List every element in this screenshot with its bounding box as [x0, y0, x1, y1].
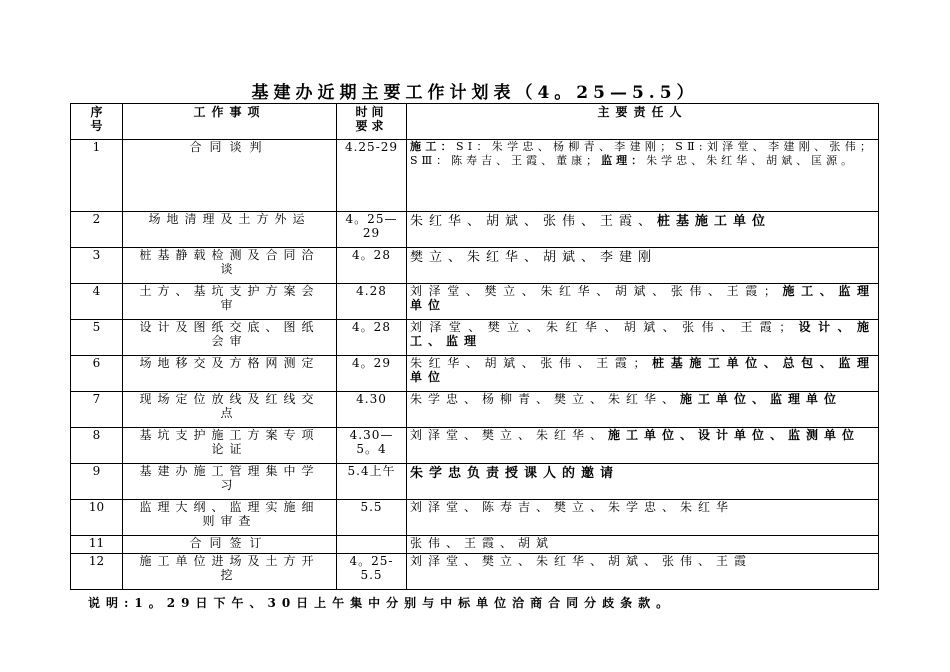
responsible-names: 朱学忠、朱红华、胡斌、匡源。 — [646, 154, 857, 167]
cell-seq: 9 — [71, 464, 123, 500]
responsible-unit: 设计、施工、监理 — [410, 320, 875, 348]
table-row — [71, 464, 879, 500]
cell-responsible — [407, 464, 879, 500]
cell-responsible — [407, 140, 879, 212]
cell-seq: 12 — [71, 554, 123, 590]
table-row — [71, 356, 879, 392]
responsible-unit: 施工： — [410, 140, 456, 153]
cell-seq: 11 — [71, 536, 123, 554]
cell-seq: 4 — [71, 284, 123, 320]
table-row — [71, 140, 879, 212]
cell-item: 场地清理及土方外运 — [123, 212, 337, 248]
work-plan-table — [70, 103, 879, 590]
responsible-names: 樊立、朱红华、胡斌、李建刚 — [410, 250, 658, 265]
cell-item: 合同谈判 — [123, 140, 337, 212]
cell-item: 合同签订 — [123, 536, 337, 554]
cell-seq: 2 — [71, 212, 123, 248]
cell-time: 4.25-29 — [337, 140, 407, 212]
cell-time: 4.28 — [337, 284, 407, 320]
footnote: 说明:1。29日下午、30日上午集中分别与中标单位洽商合同分歧条款。 — [88, 596, 675, 610]
cell-time: 5.5 — [337, 500, 407, 536]
cell-responsible — [407, 500, 879, 536]
header-time: 时间要求 — [337, 104, 407, 140]
cell-item: 土方、基坑支护方案会审 — [123, 284, 337, 320]
cell-item: 基坑支护施工方案专项论证 — [123, 428, 337, 464]
table-row — [71, 392, 879, 428]
cell-item: 桩基静载检测及合同洽谈 — [123, 248, 337, 284]
responsible-names: 朱红华、胡斌、张伟、王霞； — [410, 356, 652, 370]
responsible-names: 刘泽堂、樊立、朱红华、胡斌、张伟、王霞； — [410, 284, 782, 298]
cell-time: 4.30—5。4 — [337, 428, 407, 464]
cell-seq: 1 — [71, 140, 123, 212]
table-row — [71, 320, 879, 356]
table-row — [71, 212, 879, 248]
cell-responsible — [407, 554, 879, 590]
cell-item: 现场定位放线及红线交点 — [123, 392, 337, 428]
table-row — [71, 284, 879, 320]
table-row — [71, 536, 879, 554]
cell-item: 基建办施工管理集中学习 — [123, 464, 337, 500]
cell-seq: 3 — [71, 248, 123, 284]
responsible-unit: 施工单位、监理单位 — [680, 392, 843, 406]
header-seq: 序号 — [71, 104, 123, 140]
cell-seq: 5 — [71, 320, 123, 356]
header-item: 工作事项 — [123, 104, 337, 140]
table-row — [71, 500, 879, 536]
cell-time: 4。25—29 — [337, 212, 407, 248]
cell-time: 4。28 — [337, 248, 407, 284]
table-row — [71, 554, 879, 590]
cell-time: 4。25-5.5 — [337, 554, 407, 590]
cell-item: 施工单位进场及土方开挖 — [123, 554, 337, 590]
table-header-row — [71, 104, 879, 140]
cell-seq: 7 — [71, 392, 123, 428]
cell-item: 设计及图纸交底、图纸会审 — [123, 320, 337, 356]
cell-responsible — [407, 284, 879, 320]
cell-time: 4。28 — [337, 320, 407, 356]
responsible-names: 张伟、王霞、胡斌 — [410, 536, 555, 550]
responsible-unit: 桩基施工单位 — [657, 214, 772, 229]
cell-seq: 6 — [71, 356, 123, 392]
responsible-names: 刘泽堂、樊立、朱红华、胡斌、张伟、王霞； — [410, 320, 798, 334]
cell-responsible — [407, 428, 879, 464]
cell-responsible — [407, 356, 879, 392]
cell-seq: 10 — [71, 500, 123, 536]
cell-responsible — [407, 212, 879, 248]
cell-responsible — [407, 392, 879, 428]
responsible-names: 朱红华、胡斌、张伟、王霞、 — [410, 214, 658, 229]
responsible-names: 朱学忠、杨柳青、樊立、朱红华、 — [410, 392, 681, 406]
cell-seq: 8 — [71, 428, 123, 464]
responsible-unit: 施工、监理单位 — [410, 284, 875, 312]
table-row — [71, 248, 879, 284]
cell-time: 5.4上午 — [337, 464, 407, 500]
table-row — [71, 428, 879, 464]
cell-responsible — [407, 248, 879, 284]
cell-item: 监理大纲、监理实施细则审查 — [123, 500, 337, 536]
responsible-unit: 桩基施工单位、总包、监理单位 — [410, 356, 875, 384]
cell-item: 场地移交及方格网测定 — [123, 356, 337, 392]
responsible-unit: 施工单位、设计单位、监测单位 — [608, 428, 861, 442]
cell-responsible — [407, 536, 879, 554]
cell-time: 4。29 — [337, 356, 407, 392]
responsible-names: 刘泽堂、樊立、朱红华、 — [410, 428, 609, 442]
cell-responsible — [407, 320, 879, 356]
cell-time: 4.30 — [337, 392, 407, 428]
responsible-names: SⅠ：朱学忠、杨柳青、李建刚；SⅡ:刘泽堂、李建刚、张伟；SⅢ：陈寿吉、王霞、董康； — [410, 140, 876, 167]
header-responsible: 主要责任人 — [407, 104, 879, 140]
cell-time — [337, 536, 407, 554]
responsible-names: 刘泽堂、樊立、朱红华、胡斌、张伟、王霞 — [410, 554, 753, 568]
responsible-unit: 朱学忠负责授课人的邀请 — [410, 466, 620, 481]
table-body — [71, 140, 879, 590]
responsible-names: 刘泽堂、陈寿吉、樊立、朱学忠、朱红华 — [410, 500, 735, 514]
page-title: 基建办近期主要工作计划表（4。25—5.5） — [251, 83, 699, 103]
responsible-unit: 监理： — [601, 154, 647, 167]
